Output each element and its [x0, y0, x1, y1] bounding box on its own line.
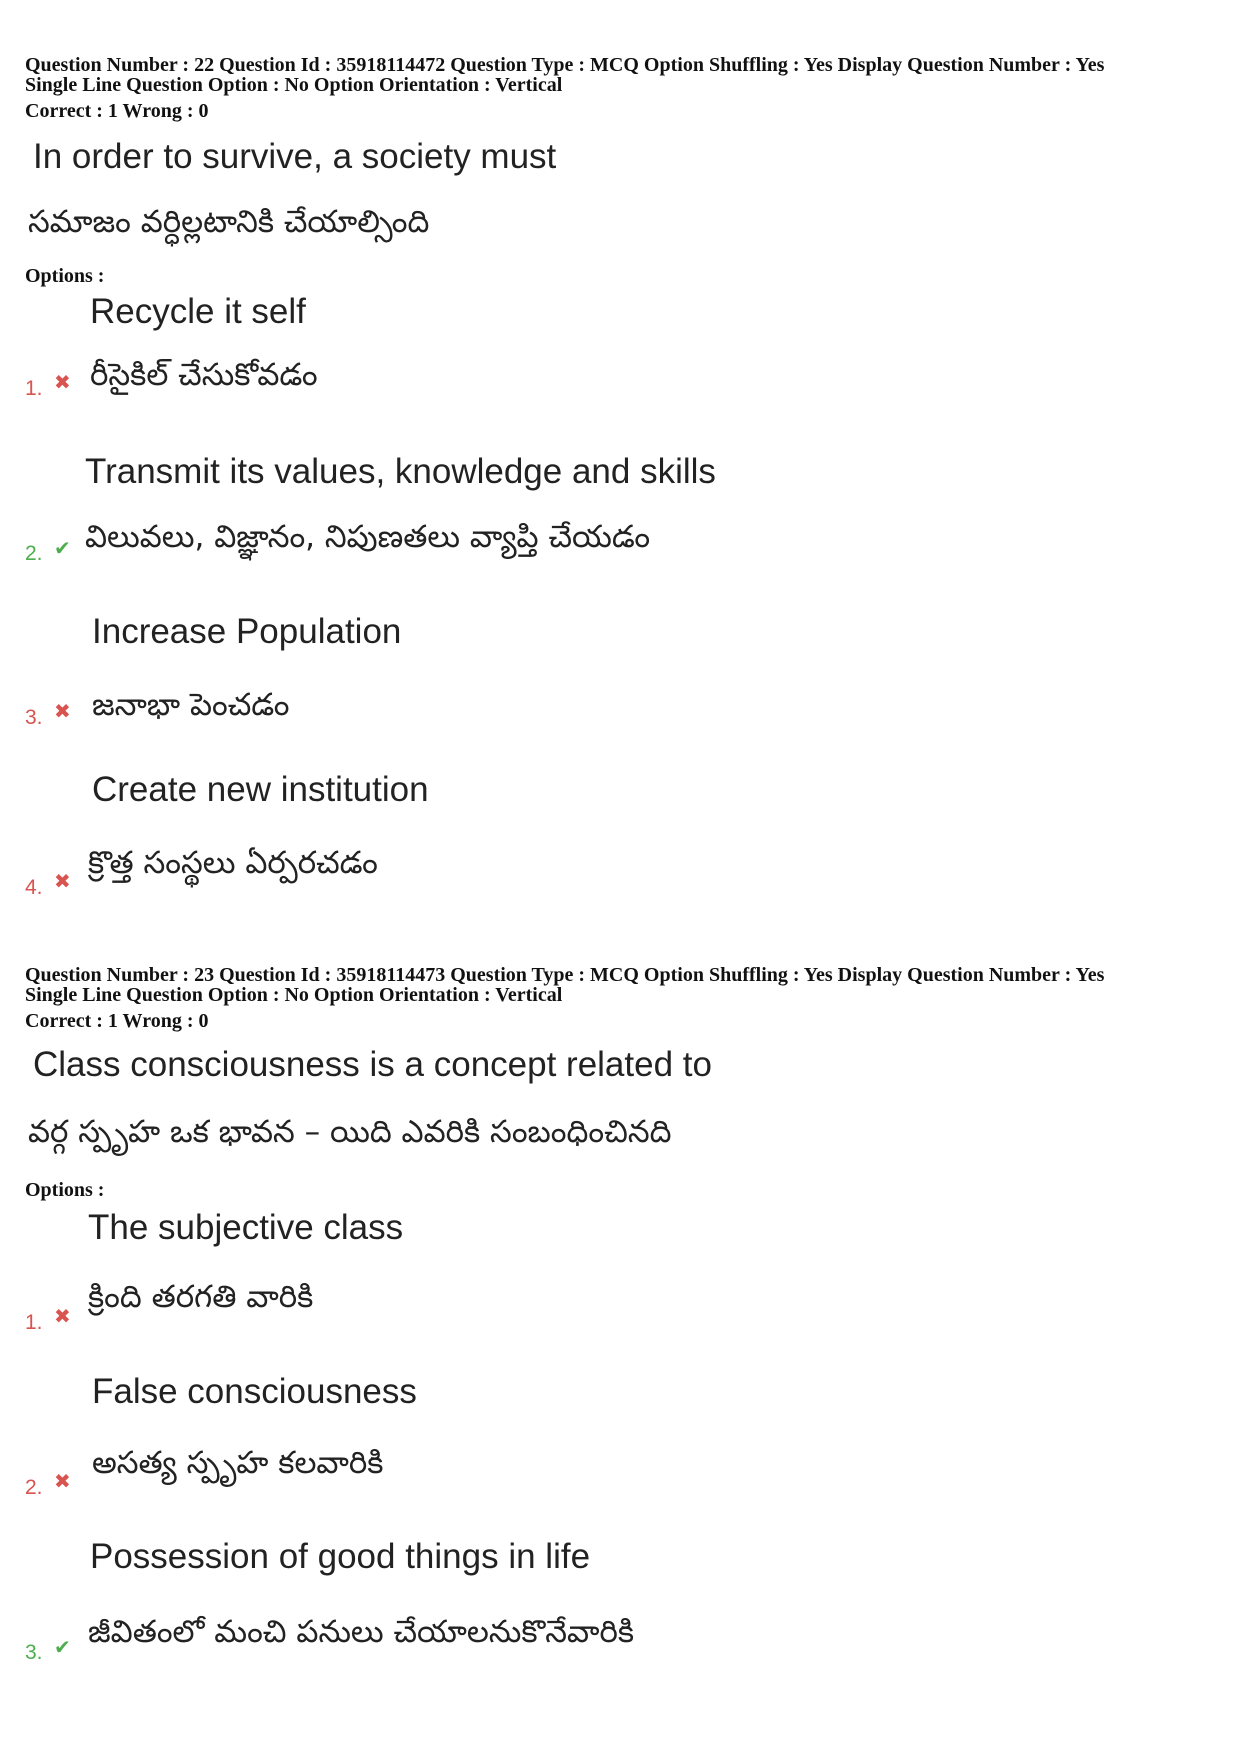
option-text-telugu: అసత్య స్పృహ కలవారికి [92, 1445, 384, 1481]
question-meta-line: Question Number : 22 Question Id : 35918114472 Question Type : MCQ Option Shuffling : Yes Display Question Number : Yes [25, 54, 1105, 76]
cross-icon: ✖ [54, 869, 71, 893]
option-text-telugu: క్రింది తరగతి వారికి [88, 1279, 314, 1315]
option-text-telugu: జనాభా పెంచడం [92, 687, 290, 723]
options-label: Options : [25, 265, 105, 287]
option-number: 2. [25, 1476, 43, 1499]
cross-icon: ✖ [54, 1469, 71, 1493]
question-meta-line: Single Line Question Option : No Option Orientation : Vertical [25, 74, 563, 96]
option-number: 1. [25, 1311, 43, 1334]
option-number: 3. [25, 1641, 43, 1664]
option-text-english: Transmit its values, knowledge and skills [85, 452, 716, 491]
check-icon: ✔ [54, 536, 71, 560]
cross-icon: ✖ [54, 1304, 71, 1328]
question-text-english: In order to survive, a society must [33, 137, 557, 176]
check-icon: ✔ [54, 1635, 71, 1659]
option-text-telugu: క్రొత్త సంస్థలు ఏర్పరచడం [88, 845, 378, 881]
question-score-line: Correct : 1 Wrong : 0 [25, 100, 209, 122]
option-text-english: Increase Population [92, 612, 402, 651]
option-text-english: Possession of good things in life [90, 1537, 591, 1576]
option-number: 3. [25, 706, 43, 729]
option-number: 4. [25, 876, 43, 899]
options-label: Options : [25, 1179, 105, 1201]
option-text-english: False consciousness [92, 1372, 417, 1411]
question-score-line: Correct : 1 Wrong : 0 [25, 1010, 209, 1032]
option-text-english: The subjective class [88, 1208, 404, 1247]
cross-icon: ✖ [54, 699, 71, 723]
option-text-telugu: విలువలు, విజ్ఞానం, నిపుణతలు వ్యాప్తి చేయడం [85, 519, 651, 555]
cross-icon: ✖ [54, 370, 71, 394]
question-meta-line: Single Line Question Option : No Option Orientation : Vertical [25, 984, 563, 1006]
option-number: 1. [25, 377, 43, 400]
option-text-english: Create new institution [92, 770, 429, 809]
question-text-telugu: సమాజం వర్ధిల్లటానికి చేయాల్సింది [28, 204, 430, 240]
question-text-telugu: వర్గ స్పృహ ఒక భావన – యిది ఎవరికి సంబంధించినది [28, 1114, 672, 1150]
option-text-english: Recycle it self [90, 292, 306, 331]
option-text-telugu: జీవితంలో మంచి పనులు చేయాలనుకొనేవారికి [88, 1614, 635, 1650]
question-meta-line: Question Number : 23 Question Id : 35918114473 Question Type : MCQ Option Shuffling : Yes Display Question Number : Yes [25, 964, 1105, 986]
option-text-telugu: రీసైకిల్ చేసుకోవడం [90, 357, 318, 393]
question-text-english: Class consciousness is a concept related to [33, 1045, 712, 1084]
option-number: 2. [25, 542, 43, 565]
